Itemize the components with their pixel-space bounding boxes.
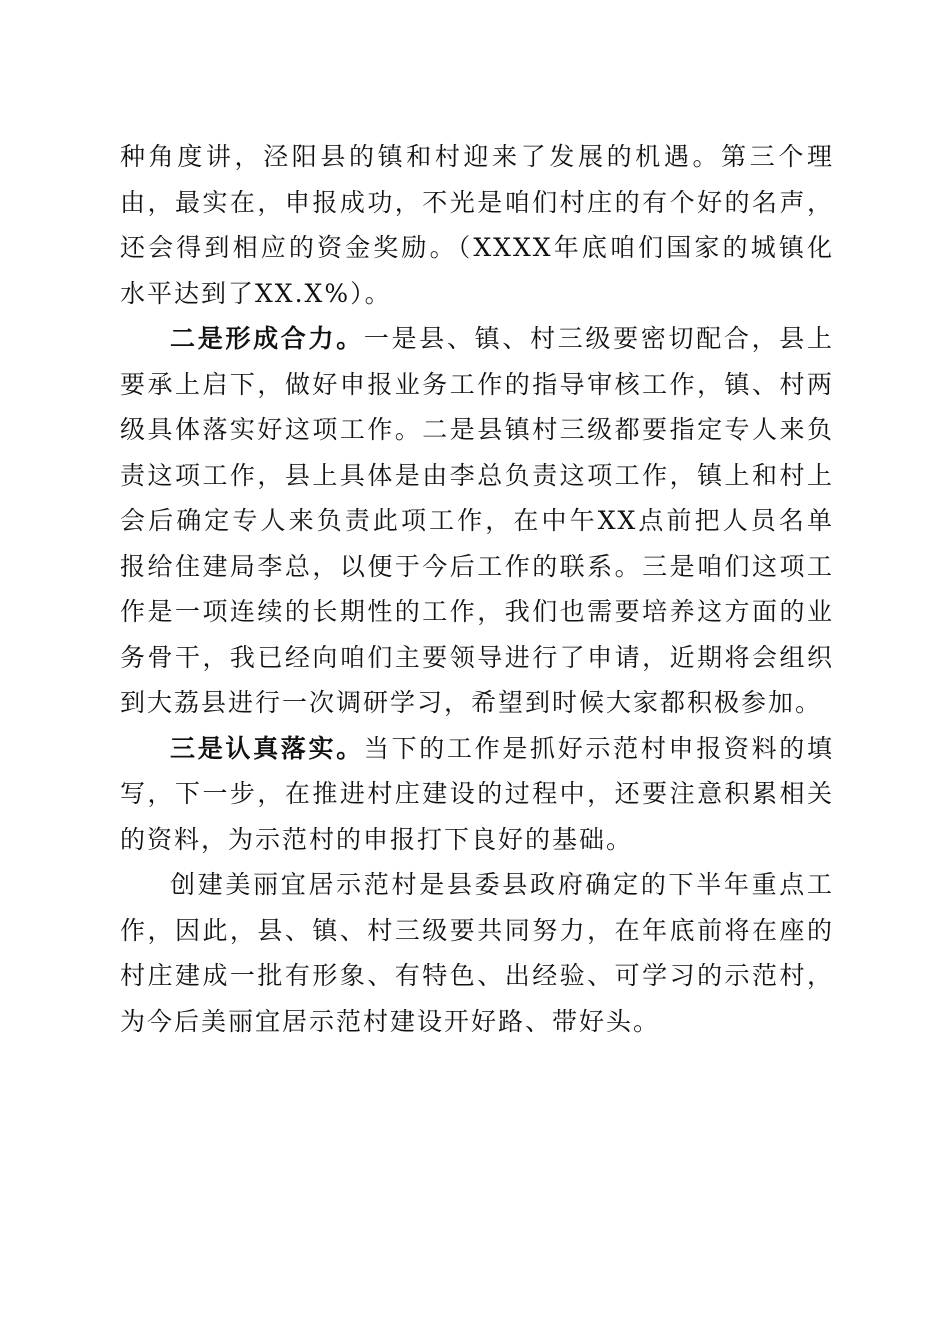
paragraph-conclusion bbox=[120, 862, 834, 1044]
paragraph-continuation bbox=[120, 134, 834, 316]
document-body bbox=[120, 134, 834, 1044]
paragraph-lead-heading: 二是形成合力。 bbox=[170, 324, 364, 353]
paragraph-lead-heading: 三是认真落实。 bbox=[170, 733, 364, 763]
paragraph-implement bbox=[120, 726, 834, 863]
paragraph-form-synergy bbox=[120, 316, 834, 726]
paragraph-text: 创建美丽宜居示范村是县委县政府确定的下半年重点工作，因此，县、镇、村三级要共同努力，在年底前将在座的村庄建成一批有形象、有特色、出经验、可学习的示范村，为今后美丽宜居示范村建设开好路、带好头。 bbox=[120, 870, 834, 1036]
paragraph-text: 种角度讲，泾阳县的镇和村迎来了发展的机遇。第三个理由，最实在，申报成功，不光是咱们村庄的有个好的名声，还会得到相应的资金奖励。（XXXX年底咱们国家的城镇化水平达到了XX.X%）。 bbox=[120, 142, 834, 308]
paragraph-text: 一是县、镇、村三级要密切配合，县上要承上启下，做好申报业务工作的指导审核工作，镇、村两级具体落实好这项工作。二是县镇村三级都要指定专人来负责这项工作，县上具体是由李总负责这项工作，镇上和村上会后确定专人来负责此项工作，在中午XX点前把人员名单报给住建局李总，以便于今后工作的联系。三是咱们这项工作是一项连续的长期性的工作，我们也需要培养这方面的业务骨干，我已经向咱们主要领导进行了申请，近期将会组织到大荔县进行一次调研学习，希望到时候大家都积极参加。 bbox=[120, 324, 834, 717]
paragraph-text: 当下的工作是抓好示范村申报资料的填写，下一步，在推进村庄建设的过程中，还要注意积累相关的资料，为示范村的申报打下良好的基础。 bbox=[120, 733, 834, 854]
